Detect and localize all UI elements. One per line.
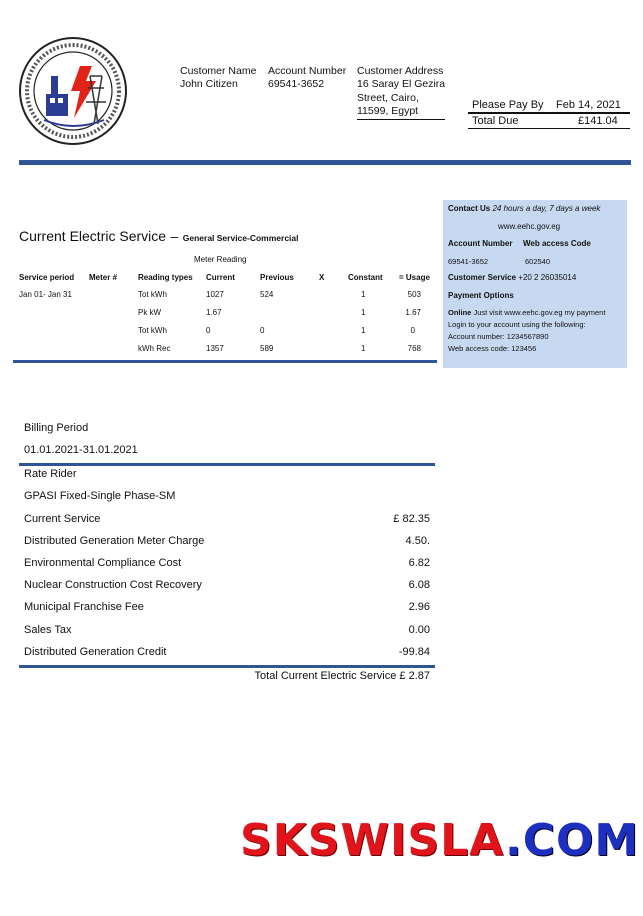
row-2-usage: 1.67 — [405, 308, 421, 317]
billing-period-label: Billing Period — [24, 422, 89, 434]
row-3-type: Tot kWh — [138, 326, 167, 335]
row-4-type: kWh Rec — [138, 344, 171, 353]
row-3-previous: 0 — [260, 326, 265, 335]
row-2-type: Pk kW — [138, 308, 162, 317]
web-code-line: Web access code: 123456 — [448, 344, 537, 353]
address-line-3: 11599, Egypt — [357, 105, 445, 120]
charge-amount-6: 0.00 — [408, 624, 430, 636]
rate-value: GPASI Fixed-Single Phase-SM — [24, 490, 176, 502]
online-text: Just visit www.eehc.gov.eg my payment — [473, 308, 606, 317]
pay-divider — [468, 112, 630, 114]
billing-period-value: 01.01.2021-31.01.2021 — [24, 444, 138, 456]
service-dash: – — [170, 228, 179, 244]
customer-address-label: Customer Address — [357, 65, 444, 77]
row-1-constant: 1 — [361, 290, 366, 299]
col-usage: = Usage — [399, 273, 430, 282]
charge-amount-3: 6.82 — [408, 557, 430, 569]
row-1-previous: 524 — [260, 290, 274, 299]
please-pay-by-label: Please Pay By — [472, 99, 544, 111]
customer-name: John Citizen — [180, 78, 238, 90]
row-3-usage: 0 — [410, 326, 415, 335]
col-x: X — [319, 273, 325, 282]
total-current-service: Total Current Electric Service £ 2.87 — [254, 670, 430, 682]
charge-label-3: Environmental Compliance Cost — [24, 557, 182, 569]
contact-account-label: Account Number — [448, 239, 513, 248]
account-number: 69541-3652 — [268, 78, 325, 90]
col-constant: Constant — [348, 273, 383, 282]
contact-box — [443, 200, 627, 368]
address-line-2: Street, Cairo, — [357, 92, 419, 104]
col-current: Current — [206, 273, 235, 282]
row-4-constant: 1 — [361, 344, 366, 353]
col-previous: Previous — [260, 273, 294, 282]
col-reading-types: Reading types — [138, 273, 193, 282]
meter-reading-label: Meter Reading — [194, 255, 247, 264]
contact-us-label: Contact Us — [448, 204, 491, 213]
customer-service-phone: +20 2 26035014 — [518, 273, 577, 282]
charge-label-4: Nuclear Construction Cost Recovery — [24, 579, 202, 591]
row-4-previous: 589 — [260, 344, 274, 353]
charge-amount-7: -99.84 — [398, 646, 430, 658]
charge-label-1: Current Service — [24, 513, 101, 525]
web-access-label: Web access Code — [523, 239, 591, 248]
service-table-divider — [13, 360, 437, 363]
online-label: Online — [448, 308, 472, 317]
service-period-value: Jan 01- Jan 31 — [19, 290, 72, 299]
contact-hours: 24 hours a day, 7 days a week — [492, 204, 601, 213]
charge-amount-4: 6.08 — [408, 579, 430, 591]
pay-underline — [468, 128, 630, 129]
contact-account-number: 69541-3652 — [448, 257, 489, 266]
charge-amount-2: 4.50. — [405, 535, 430, 547]
charge-label-7: Distributed Generation Credit — [24, 646, 167, 658]
login-text: Login to your account using the following: — [448, 320, 586, 329]
col-service-period: Service period — [19, 273, 75, 282]
row-1-current: 1027 — [206, 290, 224, 299]
website-link[interactable]: www.eehc.gov.eg — [498, 222, 561, 231]
address-line-1: 16 Saray El Gezira — [357, 78, 446, 90]
watermark-red-text: SKSWISLA — [240, 815, 505, 866]
service-subtitle: General Service-Commercial — [182, 233, 299, 243]
service-heading — [19, 228, 299, 246]
billing-divider-bottom — [19, 665, 435, 668]
account-number-label: Account Number — [268, 65, 347, 77]
col-meter: Meter # — [89, 273, 118, 282]
charge-label-6: Sales Tax — [24, 624, 72, 636]
service-title: Current Electric Service — [19, 228, 167, 244]
row-3-current: 0 — [206, 326, 211, 335]
account-line: Account number: 1234567890 — [448, 332, 549, 341]
header-separator — [19, 160, 631, 165]
billing-divider-top — [19, 463, 435, 466]
payment-options-label: Payment Options — [448, 291, 514, 300]
watermark-logo — [240, 815, 639, 866]
charge-amount-5: 2.96 — [408, 601, 430, 613]
charge-label-2: Distributed Generation Meter Charge — [24, 535, 205, 547]
row-4-usage: 768 — [407, 344, 421, 353]
row-1-type: Tot kWh — [138, 290, 167, 299]
charge-amount-1: £ 82.35 — [393, 513, 430, 525]
total-due-label: Total Due — [472, 115, 519, 127]
row-2-current: 1.67 — [206, 308, 222, 317]
charge-label-5: Municipal Franchise Fee — [24, 601, 144, 613]
customer-name-label: Customer Name — [180, 65, 257, 77]
please-pay-by-date: Feb 14, 2021 — [556, 99, 621, 111]
row-3-constant: 1 — [361, 326, 366, 335]
row-1-usage: 503 — [407, 290, 421, 299]
watermark-blue-text: .COM — [504, 815, 640, 866]
customer-service-label: Customer Service — [448, 273, 517, 282]
web-access-code: 602540 — [525, 257, 551, 266]
rate-rider-label: Rate Rider — [24, 468, 77, 480]
row-4-current: 1357 — [206, 344, 224, 353]
company-seal-logo — [18, 36, 128, 146]
total-due-amount: £141.04 — [578, 115, 618, 127]
row-2-constant: 1 — [361, 308, 366, 317]
